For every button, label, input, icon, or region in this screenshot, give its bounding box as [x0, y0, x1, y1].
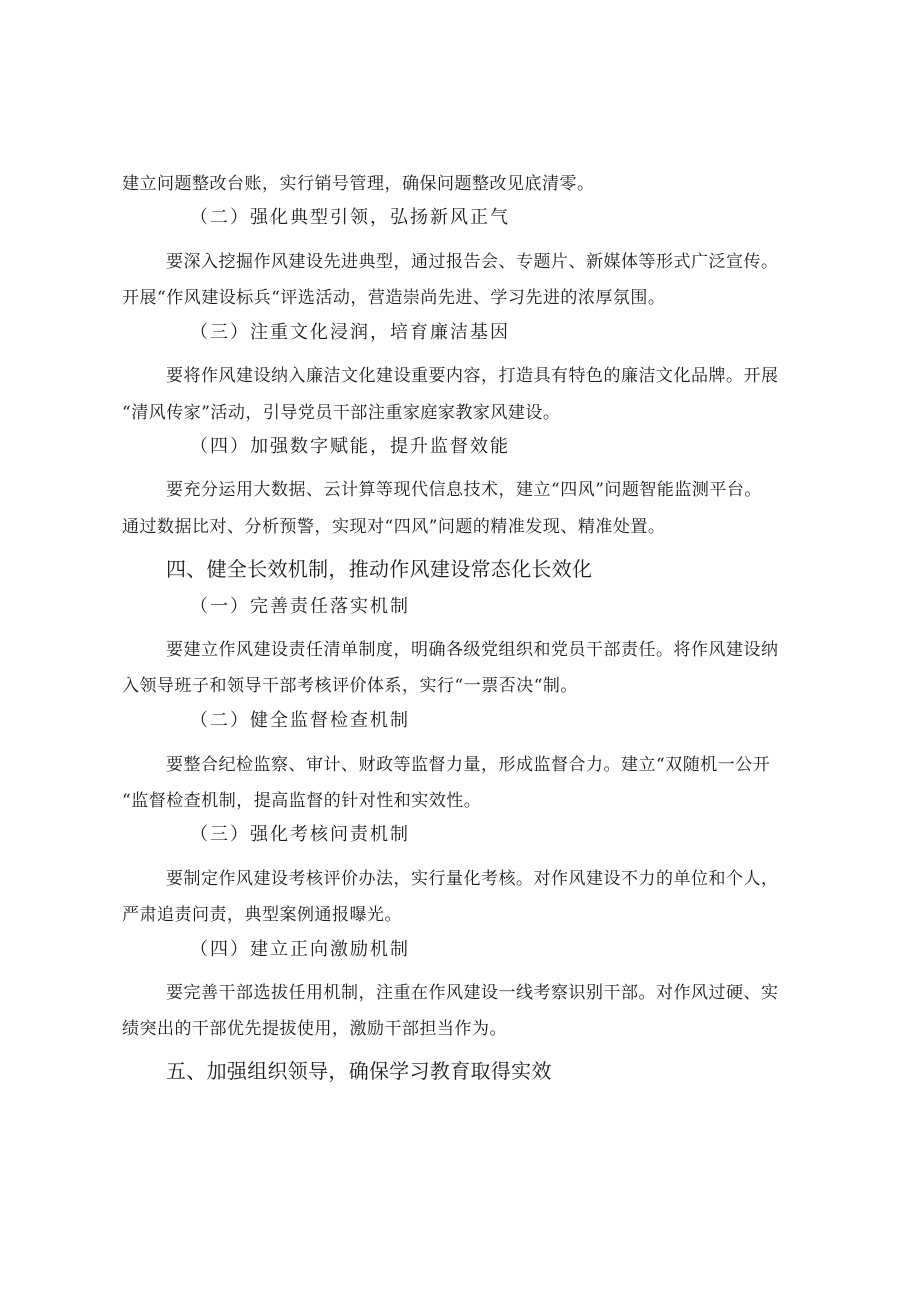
- paragraph-line: 要将作风建设纳入廉洁文化建设重要内容，打造具有特色的廉洁文化品牌。开展: [166, 366, 779, 386]
- paragraph-line: 严肃追责问责，典型案例通报曝光。: [122, 905, 402, 925]
- section-heading: 五、加强组织领导，确保学习教育取得实效: [166, 1059, 552, 1083]
- paragraph-line: 要建立作风建设责任清单制度，明确各级党组织和党员干部责任。将作风建设纳: [166, 640, 779, 660]
- subsection-heading: （四）加强数字赋能，提升监督效能: [190, 436, 510, 457]
- section-heading: 四、健全长效机制，推动作风建设常态化长效化: [166, 557, 593, 581]
- paragraph-line: 建立问题整改台账，实行销号管理，确保问题整改见底清零。: [122, 174, 595, 194]
- paragraph-line: 要制定作风建设考核评价办法，实行量化考核。对作风建设不力的单位和个人，: [166, 869, 779, 889]
- subsection-heading: （四）建立正向激励机制: [190, 939, 410, 960]
- subsection-heading: （二）强化典型引领，弘扬新风正气: [190, 207, 510, 228]
- paragraph-line: 要充分运用大数据、云计算等现代信息技术，建立“四风”问题智能监测平台。: [166, 480, 762, 500]
- paragraph-line: 绩突出的干部优先提拔使用，激励干部担当作为。: [122, 1019, 507, 1039]
- paragraph-line: 要深入挖掘作风建设先进典型，通过报告会、专题片、新媒体等形式广泛宣传。: [166, 252, 779, 272]
- subsection-heading: （三）注重文化浸润，培育廉洁基因: [190, 322, 510, 343]
- paragraph-line: “清风传家”活动，引导党员干部注重家庭家教家风建设。: [122, 403, 561, 423]
- subsection-heading: （三）强化考核问责机制: [190, 824, 410, 845]
- paragraph-line: “监督检查机制，提高监督的针对性和实效性。: [122, 791, 482, 811]
- paragraph-line: 通过数据比对、分析预警，实现对“四风”问题的精准发现、精准处置。: [122, 517, 666, 537]
- subsection-heading: （二）健全监督检查机制: [190, 710, 410, 731]
- paragraph-line: 要整合纪检监察、审计、财政等监督力量，形成监督合力。建立“双随机一公开: [166, 755, 771, 775]
- paragraph-line: 要完善干部选拔任用机制，注重在作风建设一线考察识别干部。对作风过硬、实: [166, 983, 779, 1003]
- subsection-heading: （一）完善责任落实机制: [190, 596, 410, 617]
- paragraph-line: 开展“作风建设标兵“评选活动，营造崇尚先进、学习先进的浓厚氛围。: [122, 288, 666, 308]
- paragraph-line: 入领导班子和领导干部考核评价体系，实行“一票否决“制。: [122, 676, 578, 696]
